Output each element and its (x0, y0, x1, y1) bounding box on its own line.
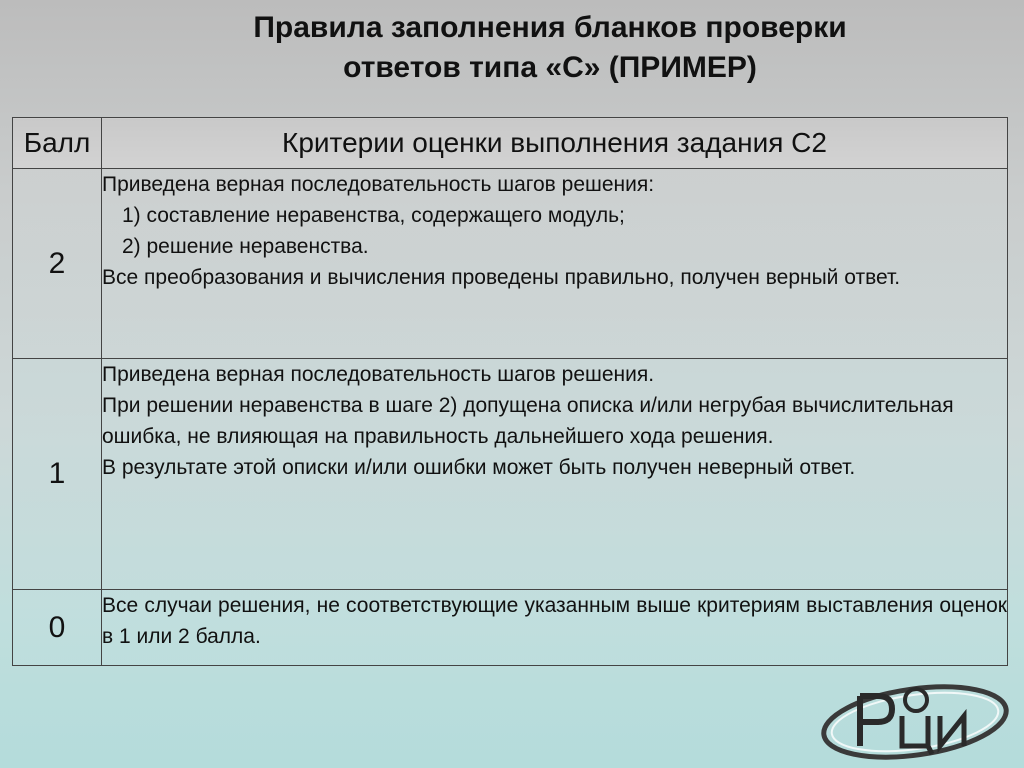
criteria-table (12, 117, 1008, 666)
table-row (13, 169, 1008, 359)
criteria-line: 2) решение неравенства. (122, 235, 369, 258)
table-header-row (13, 118, 1008, 169)
page-title (130, 8, 970, 88)
criteria-cell (102, 590, 1008, 666)
score-cell: 0 (13, 590, 102, 666)
logo-ring-highlight (828, 684, 1002, 761)
criteria-line: В результате этой описки и/или ошибки может быть получен неверный ответ. (102, 456, 856, 479)
criteria-line: Все преобразования и вычисления проведены правильно, получен верный ответ. (102, 266, 901, 289)
header-criteria: Критерии оценки выполнения задания С2 (102, 118, 1008, 169)
criteria-cell (102, 169, 1008, 359)
page-title-line-1: Правила заполнения бланков проверки (253, 11, 847, 44)
page-title-line-2: ответов типа «С» (ПРИМЕР) (343, 51, 757, 84)
criteria-line: Приведена верная последовательность шагов решения. (102, 363, 655, 386)
rcoi-logo-icon (820, 676, 1010, 766)
criteria-line: 1) составление неравенства, содержащего модуль; (122, 204, 625, 227)
logo-letter-ts (902, 716, 932, 754)
score-cell: 1 (13, 359, 102, 590)
criteria-line: Все случаи решения, не соответствующие указанным выше критериям выставления оценок в 1 или 2 балла. (102, 594, 1007, 648)
table-row (13, 359, 1008, 590)
logo-letter-o (905, 689, 927, 711)
score-cell: 2 (13, 169, 102, 359)
table-row (13, 590, 1008, 666)
criteria-line: При решении неравенства в шаге 2) допущена описка и/или негрубая вычислительная ошибка, не влияющая на правильность дальнейшего хода решения. (102, 394, 954, 448)
header-score: Балл (13, 118, 102, 169)
criteria-cell (102, 359, 1008, 590)
criteria-line: Приведена верная последовательность шагов решения: (102, 173, 655, 196)
